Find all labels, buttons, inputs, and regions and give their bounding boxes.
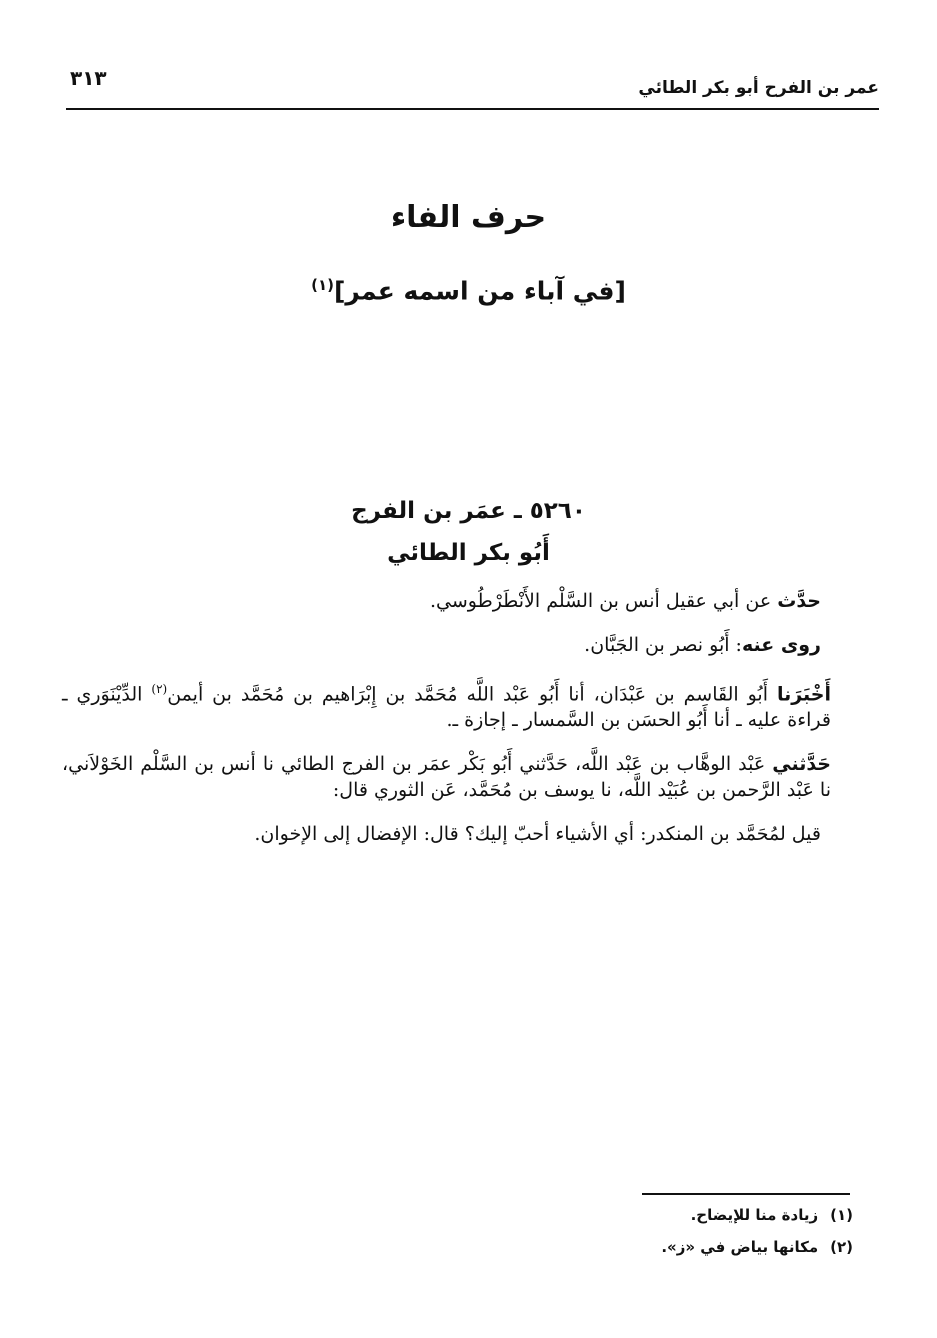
paragraph-text: قيل لمُحَمَّد بن المنكدر: أي الأشياء أحبّ إليك؟ قال: الإفضال إلى الإخوان. (254, 823, 821, 846)
footnote-text: زيادة منا للإيضاح. (690, 1206, 819, 1224)
entry-heading-kunya: أَبُو بكر الطائي (387, 540, 550, 566)
chapter-subtitle-text: [في آباء من اسمه عمر] (333, 276, 626, 306)
running-title: عمر بن الفرح أبو بكر الطائي (638, 78, 879, 98)
paragraph-text: أَبُو القَاسم بن عَبْدَان، أنا أَبُو عَبْد اللَّه مُحَمَّد بن إِبْرَاهيم بن مُحَمَّد بن أيمن (167, 683, 777, 706)
paragraph (62, 588, 821, 614)
footnote-reference: (١) (311, 276, 334, 294)
footnote-reference: (٢) (151, 682, 168, 696)
paragraph (62, 676, 831, 733)
paragraph-lead: حَدَّثني (772, 753, 831, 776)
footnote-item (661, 1238, 853, 1256)
entry-heading-name: ٥٢٦٠ ـ عمَر بن الفرج (351, 498, 586, 524)
chapter-subtitle (0, 276, 937, 305)
footnote-divider (642, 1193, 850, 1195)
footnotes (661, 1206, 853, 1270)
footnote-number: (٢) (830, 1238, 853, 1256)
paragraph-text: : أَبُو نصر بن الجَبَّان. (584, 634, 742, 656)
page-header (66, 60, 879, 110)
paragraph-text: عَبْد الوهَّاب بن عَبْد اللَّه، حَدَّثني أَبُو بَكْر عمَر بن الفرج الطائي نا أنس بن السَّلْم الخَوْلاَني، نا عَبْد الرَّحمن بن عُبَيْد اللَّه، نا يوسف بن مُحَمَّد، عَن الثوري قال: (62, 753, 831, 802)
paragraph (62, 821, 821, 847)
paragraph (62, 632, 821, 658)
page-number: ٣١٣ (70, 66, 107, 90)
entry-body (62, 588, 831, 865)
paragraph (62, 751, 831, 803)
paragraph-lead: حدَّث (777, 590, 821, 612)
chapter-title: حرف الفاء (390, 200, 547, 235)
paragraph-lead: أَخْبَرَنا (776, 683, 831, 706)
footnote-text: مكانها بياض في «ز». (661, 1238, 819, 1256)
paragraph-text-continued: الدِّيْنَوَري ـ قراءة عليه ـ أنا أَبُو الحسَن بن السَّمسار ـ إجازة ـ. (62, 683, 831, 732)
paragraph-lead: روى عنه (741, 634, 821, 656)
footnote-number: (١) (830, 1206, 853, 1224)
paragraph-text: عن أبي عقيل أنس بن السَّلْم الأَنْطَرْطُوسي. (429, 590, 778, 612)
footnote-item (661, 1206, 853, 1224)
